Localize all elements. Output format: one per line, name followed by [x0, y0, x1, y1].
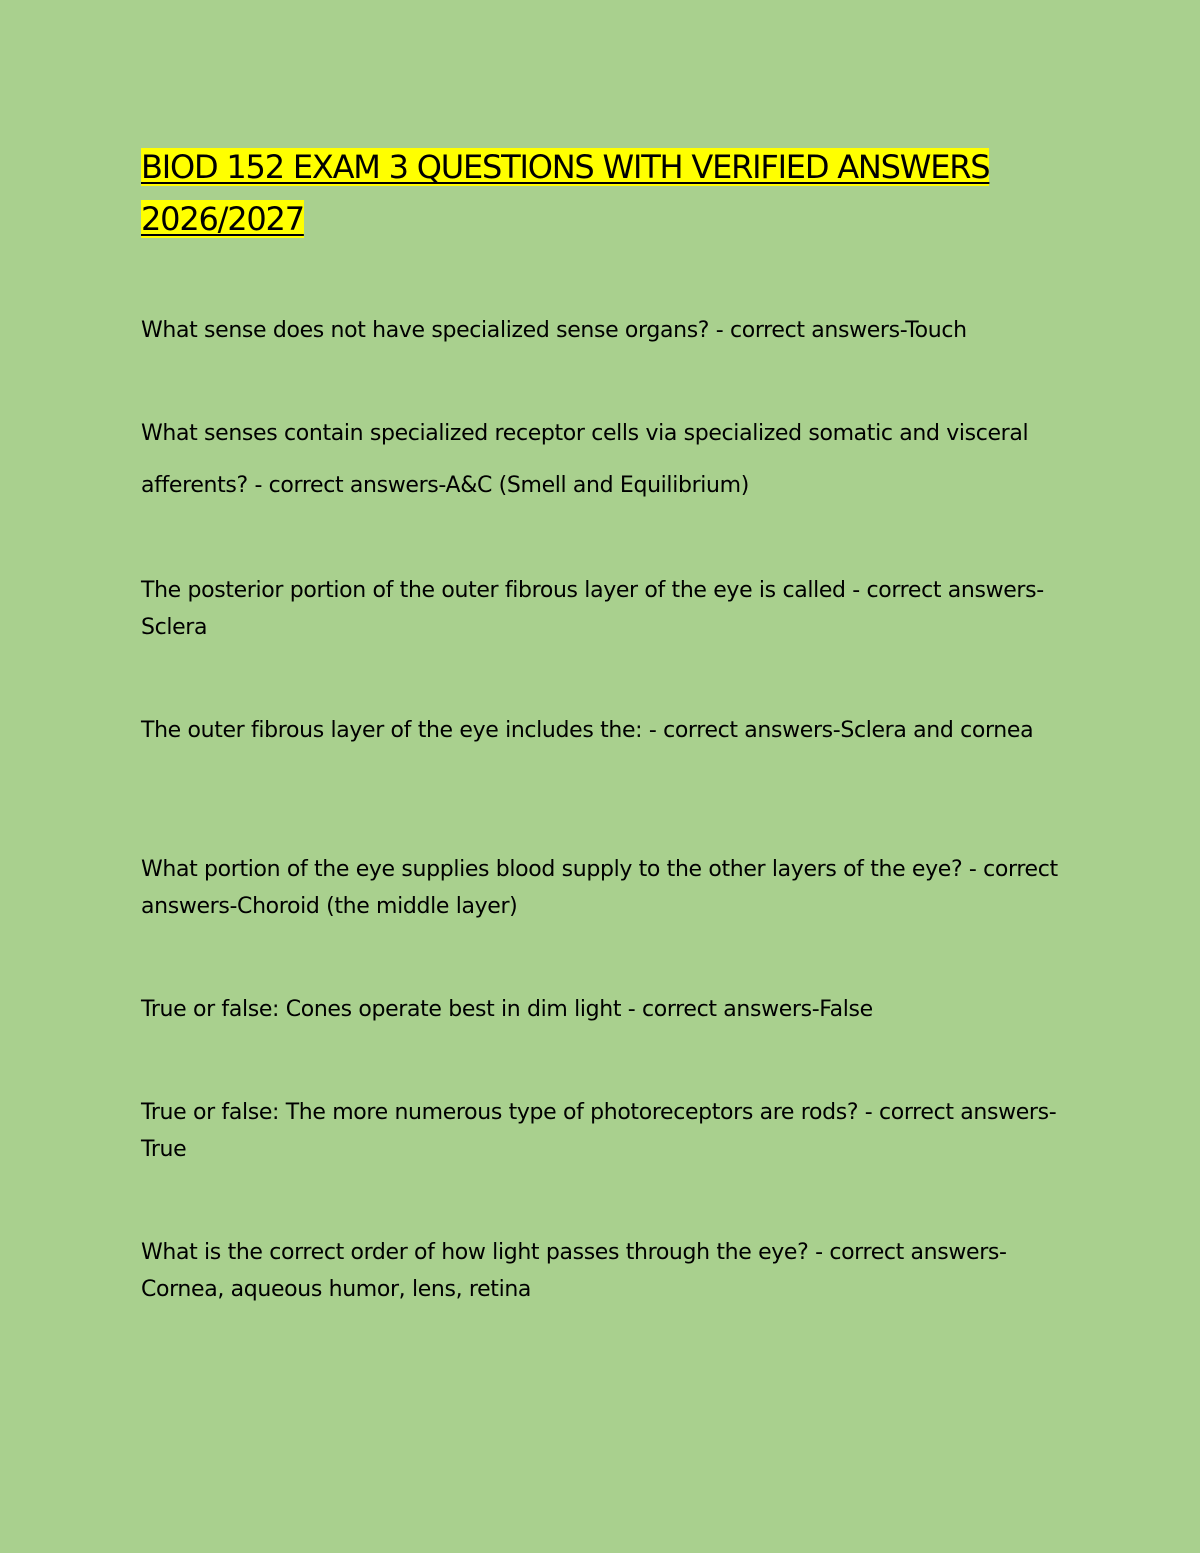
document-title: [141, 141, 1071, 245]
title-highlight: BIOD 152 EXAM 3 QUESTIONS WITH VERIFIED ANSWERS 2026/2027: [141, 148, 990, 238]
qa-item: What sense does not have specialized sense organs? - correct answers-Touch: [141, 318, 967, 343]
qa-item: True or false: Cones operate best in dim light - correct answers-False: [141, 997, 873, 1022]
qa-item: The outer fibrous layer of the eye includes the: - correct answers-Sclera and cornea: [141, 718, 1034, 743]
qa-item: True or false: The more numerous type of photoreceptors are rods? - correct answers-True: [141, 1100, 1057, 1162]
qa-item: What senses contain specialized receptor cells via specialized somatic and visceral afferents? - correct answers-A&C (Smell and Equilibrium): [141, 421, 1029, 498]
qa-item: The posterior portion of the outer fibrous layer of the eye is called - correct answers-Sclera: [141, 578, 1044, 640]
qa-item: What is the correct order of how light passes through the eye? - correct answers-Cornea, aqueous humor, lens, retina: [141, 1240, 1007, 1302]
qa-item: What portion of the eye supplies blood supply to the other layers of the eye? - correct answers-Choroid (the middle layer): [141, 857, 1058, 919]
